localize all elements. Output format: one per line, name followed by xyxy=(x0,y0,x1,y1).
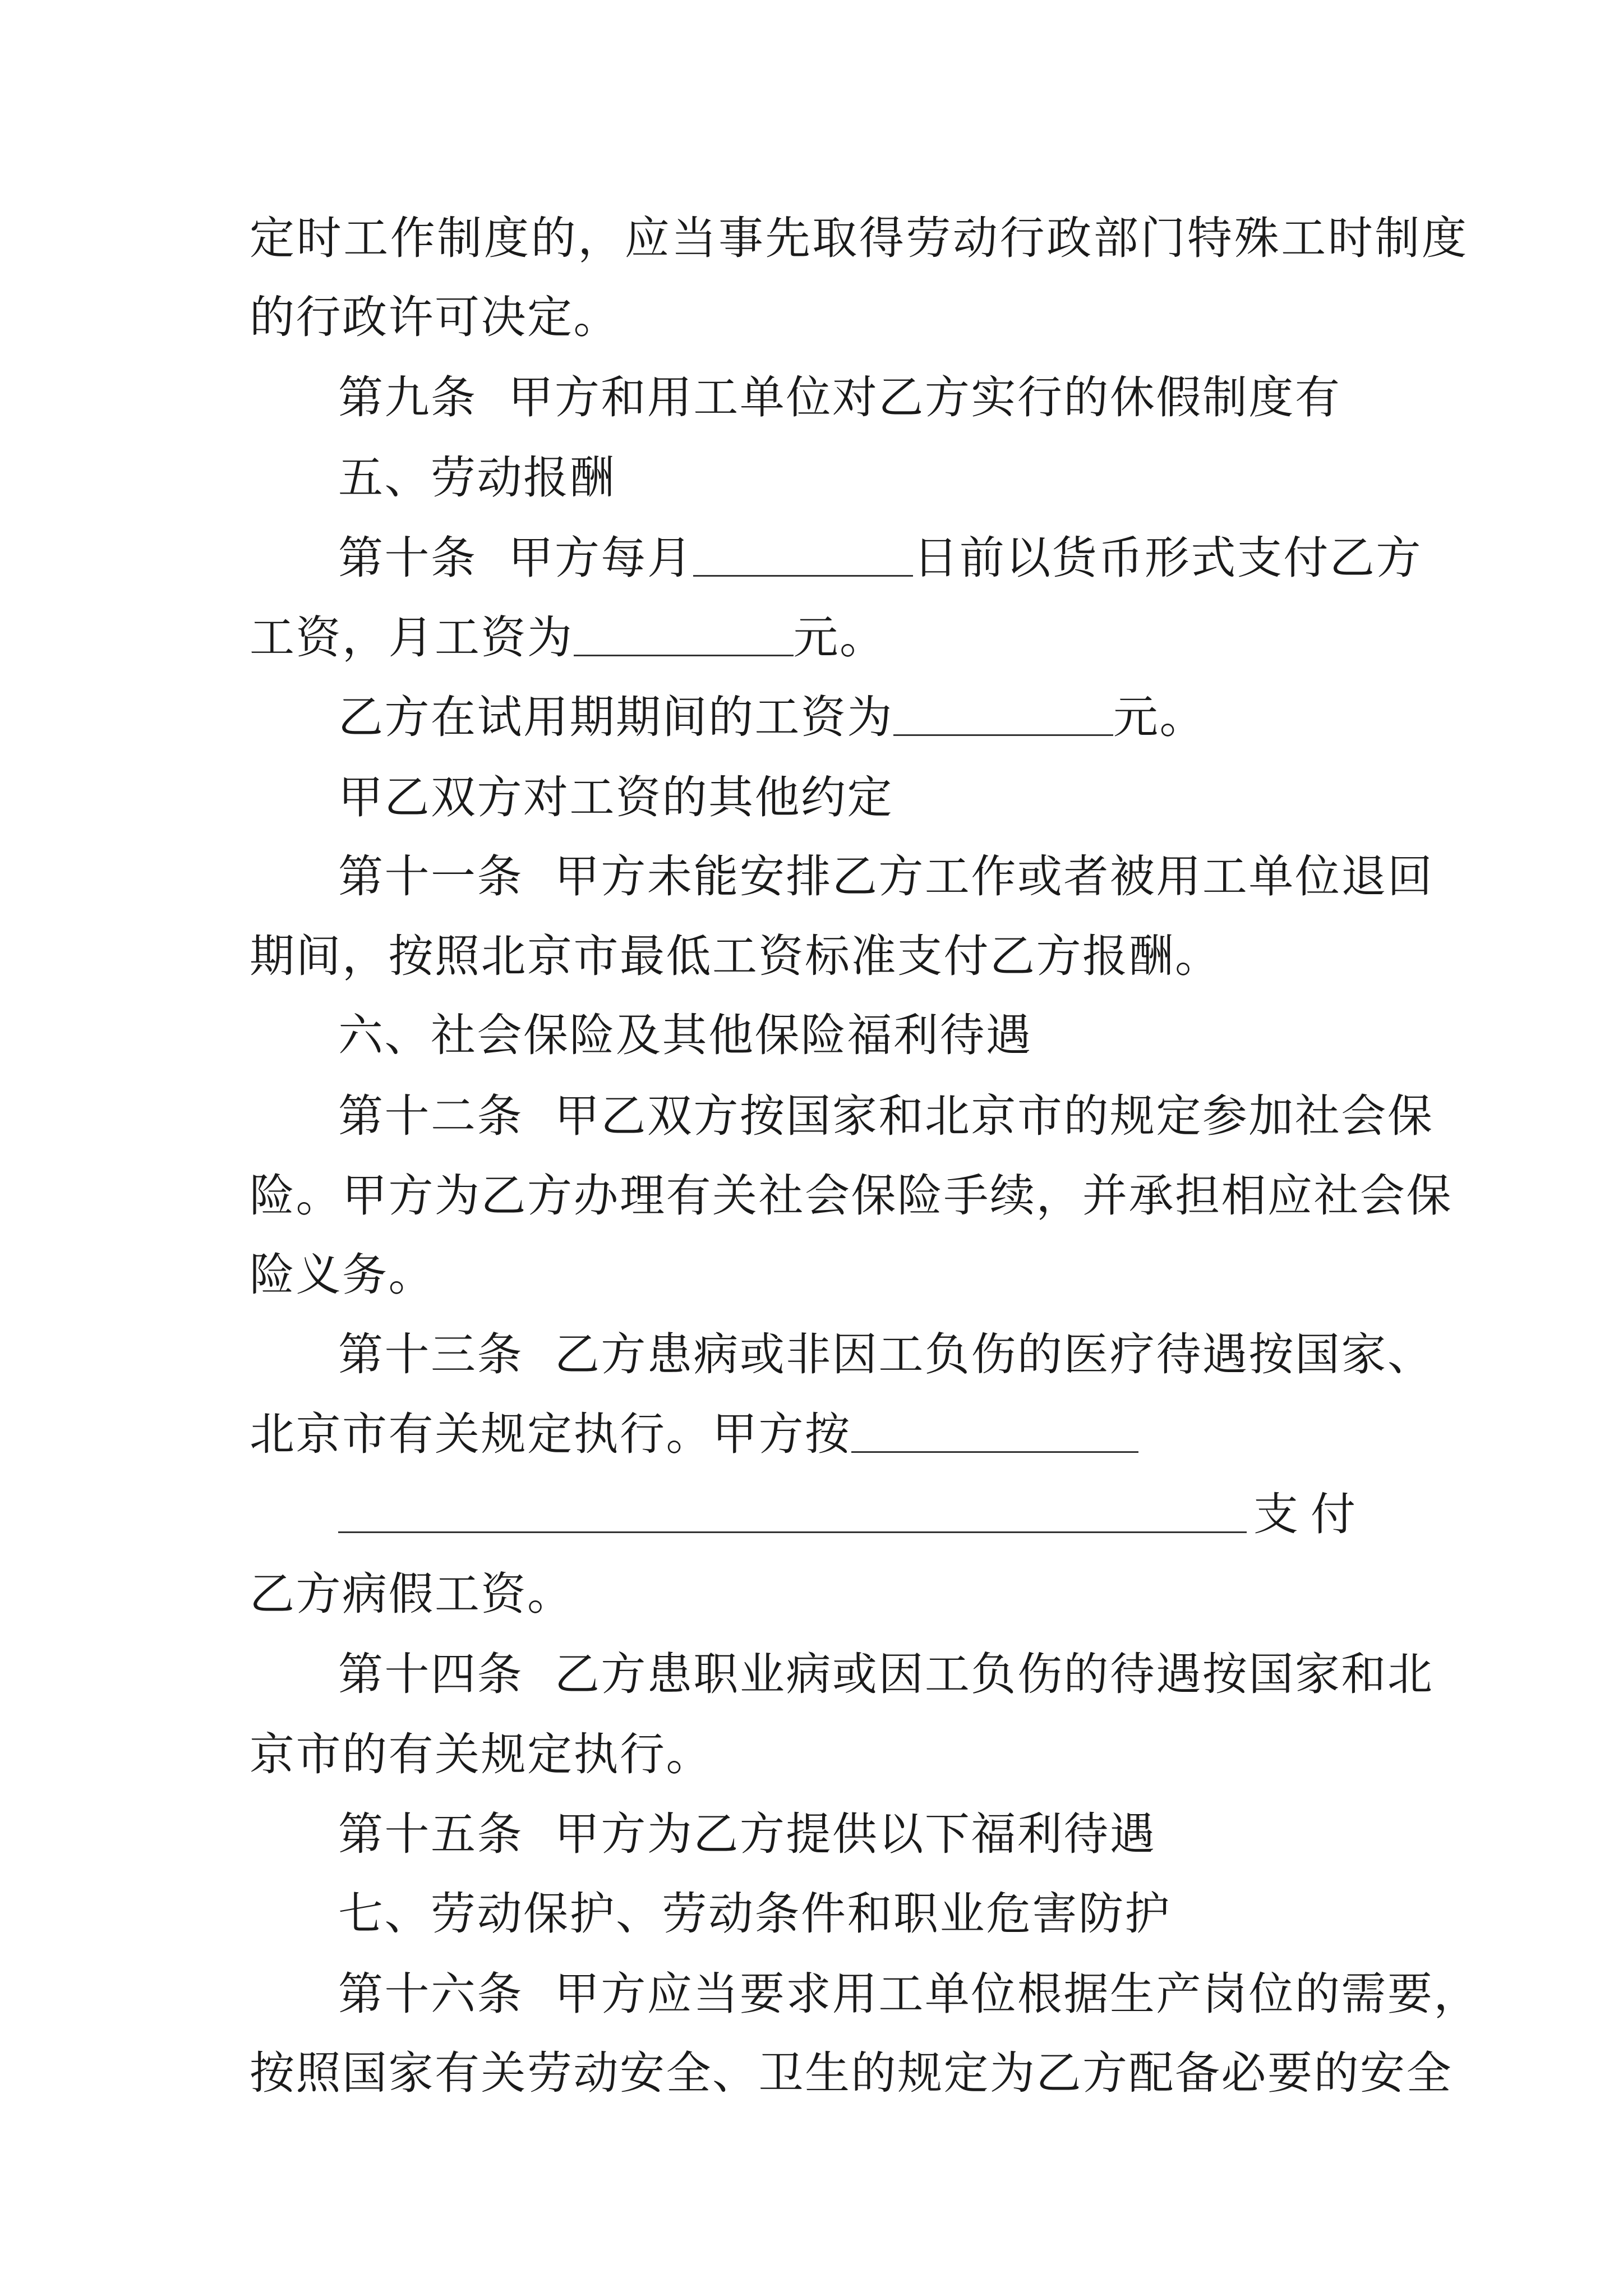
text-line xyxy=(250,2042,1453,2104)
article-12 xyxy=(338,1085,1433,1147)
section-heading-6 xyxy=(338,1005,1032,1066)
line-text: 险。甲方为乙方办理有关社会保险手续，并承担相应社会保 xyxy=(250,1170,1453,1222)
line-text: 甲乙双方对工资的其他约定 xyxy=(338,771,893,823)
blank-field-probation-salary[interactable] xyxy=(893,689,1113,736)
text-line xyxy=(250,1165,1453,1227)
line-text: 定时工作制度的，应当事先取得劳动行政部门特殊工时制度 xyxy=(250,212,1469,264)
line-text: 支付 xyxy=(1253,1488,1368,1540)
line-text: 京市的有关规定执行。 xyxy=(250,1728,712,1780)
text-line xyxy=(250,607,886,669)
line-text: 乙方在试用期期间的工资为 xyxy=(338,691,893,743)
text-line xyxy=(250,1404,1138,1465)
section-heading-5 xyxy=(338,447,616,509)
line-text: 第十一条 甲方未能安排乙方工作或者被用工单位退回 xyxy=(338,850,1434,903)
blank-field-pay-day[interactable] xyxy=(693,530,913,577)
text-line xyxy=(250,1563,574,1625)
line-text: 工资，月工资为 xyxy=(250,611,574,664)
blank-field-sick-pay-basis[interactable] xyxy=(851,1406,1138,1453)
article-9 xyxy=(338,367,1341,429)
line-text: 第十二条 甲乙双方按国家和北京市的规定参加社会保 xyxy=(338,1090,1434,1142)
text-line xyxy=(338,1484,1388,1545)
line-text: 险义务。 xyxy=(250,1249,435,1301)
article-10 xyxy=(338,527,1422,589)
text-line xyxy=(250,208,1469,269)
blank-field-monthly-salary[interactable] xyxy=(574,610,794,656)
text-line xyxy=(338,767,893,829)
blank-field-sick-pay-detail[interactable] xyxy=(338,1487,1247,1533)
article-11 xyxy=(338,846,1433,908)
line-text: 期间，按照北京市最低工资标准支付乙方报酬。 xyxy=(250,930,1221,982)
text-line xyxy=(250,1724,712,1786)
text-line xyxy=(250,926,1221,987)
line-text: 第九条 甲方和用工单位对乙方实行的休假制度有 xyxy=(338,371,1341,424)
text-line xyxy=(250,287,620,348)
line-text: 第十六条 甲方应当要求用工单位根据生产岗位的需要， xyxy=(338,1968,1480,2020)
section-title: 五、劳动报酬 xyxy=(338,452,616,504)
article-15 xyxy=(338,1803,1156,1865)
section-heading-7 xyxy=(338,1883,1171,1945)
line-text: 的行政许可决定。 xyxy=(250,291,620,343)
article-16 xyxy=(338,1963,1480,2025)
line-text: 北京市有关规定执行。甲方按 xyxy=(250,1408,851,1460)
article-13 xyxy=(338,1324,1433,1386)
line-text: 按照国家有关劳动安全、卫生的规定为乙方配备必要的安全 xyxy=(250,2047,1453,2099)
section-title: 七、劳动保护、劳动条件和职业危害防护 xyxy=(338,1888,1171,1940)
line-text: 日前以货币形式支付乙方 xyxy=(913,532,1422,584)
line-text: 元。 xyxy=(1113,691,1206,743)
text-line xyxy=(338,687,1206,748)
line-text: 第十五条 甲方为乙方提供以下福利待遇 xyxy=(338,1808,1156,1860)
line-text: 第十四条 乙方患职业病或因工负伤的待遇按国家和北 xyxy=(338,1648,1434,1700)
article-14 xyxy=(338,1644,1433,1705)
line-text: 第十条 甲方每月 xyxy=(338,532,694,584)
line-text: 乙方病假工资。 xyxy=(250,1568,574,1620)
line-text: 第十三条 乙方患病或非因工负伤的医疗待遇按国家、 xyxy=(338,1328,1434,1381)
text-line xyxy=(250,1244,435,1306)
document-page xyxy=(250,0,1480,2296)
line-text: 元。 xyxy=(793,611,886,664)
section-title: 六、社会保险及其他保险福利待遇 xyxy=(338,1009,1032,1061)
